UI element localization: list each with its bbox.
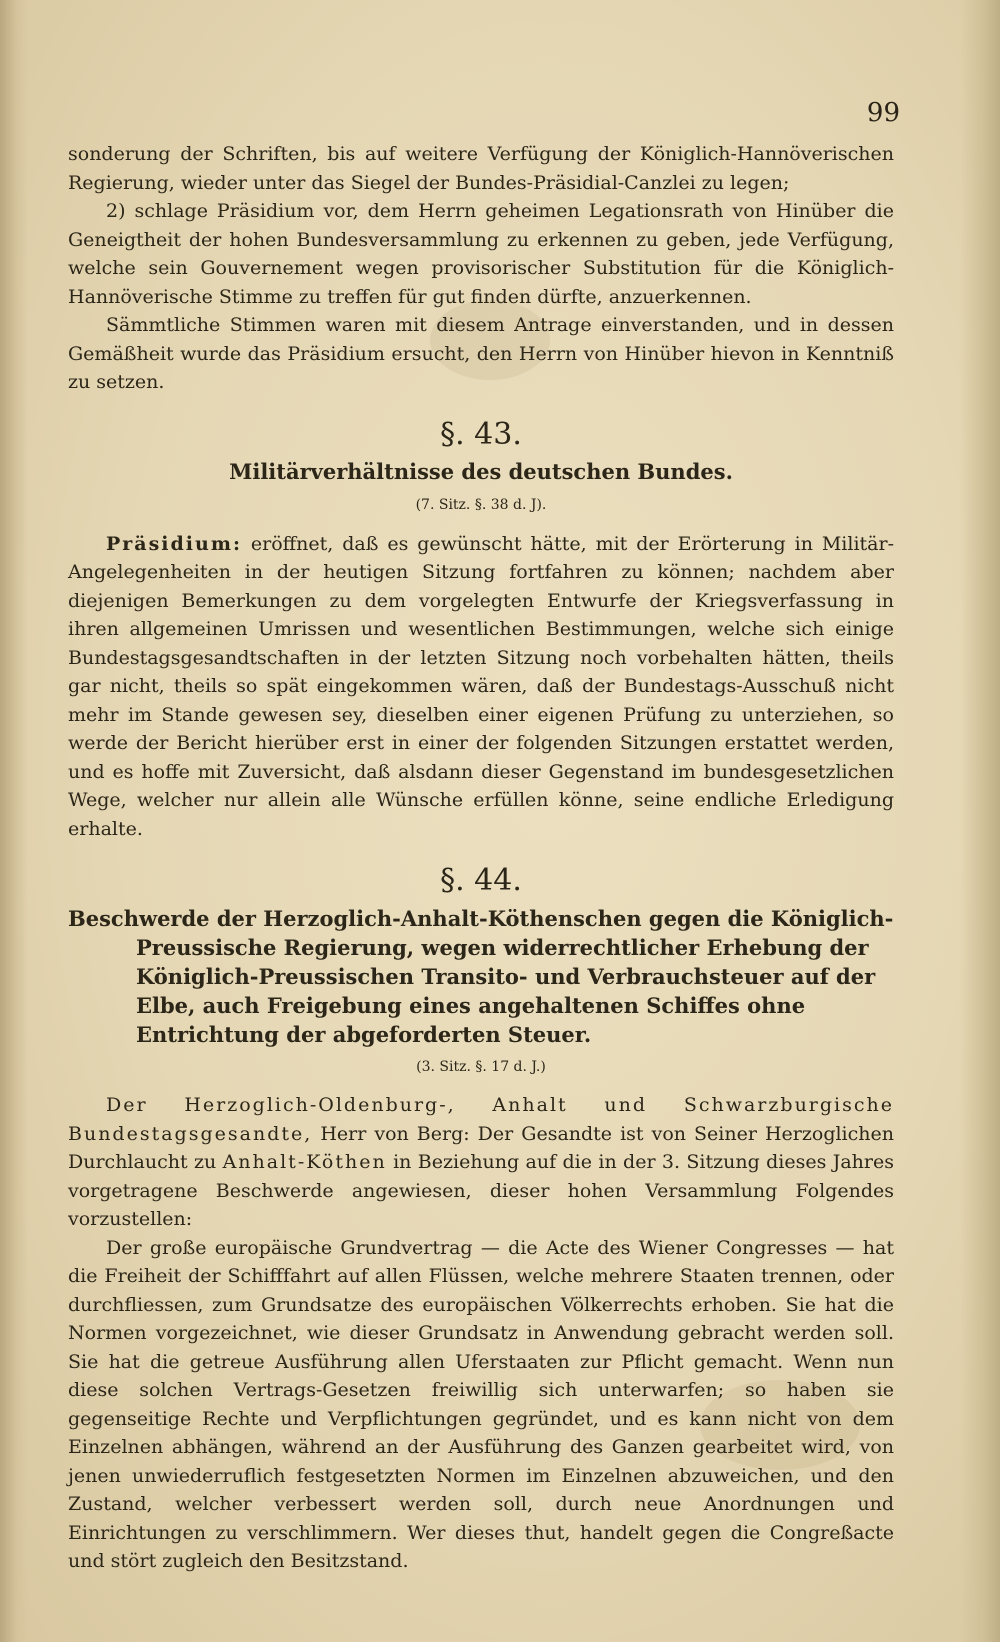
section-44-reference: (3. Sitz. §. 17 d. J.) — [416, 1058, 546, 1075]
section-44-number: §. 44. — [440, 863, 522, 898]
body-text — [68, 140, 894, 1576]
page-number: 99 — [866, 98, 900, 128]
section-43-lead: Präsidium: — [106, 532, 242, 555]
section-44-lead-tail: in Beziehung auf die in der 3. Sitzung dieses Jahres vorgetragene Beschwerde angewiesen, dieser hohen Versammlung Folgendes vorzustellen: — [68, 1151, 894, 1230]
continued-paragraph: sonderung der Schriften, bis auf weitere Verfügung der Königlich-Hannöverischen Regierung, wieder unter das Siegel der Bundes-Präsidial-Canzlei zu legen; — [68, 143, 894, 194]
section-44-body-paragraph: Der große europäische Grundvertrag — die Acte des Wiener Congresses — hat die Freiheit der Schifffahrt auf allen Flüssen, welche mehrere Staaten trennen, oder durchfliessen, zum Grundsatze des europäischen Völkerrechts erhoben. Sie hat die Normen vorgezeichnet, wie dieser Grundsatz in Anwendung gebracht werden soll. Sie hat die getreue Ausführung allen Uferstaaten zur Pflicht gemacht. Wenn nun diese solchen Vertrags-Gesetzen freiwillig sich unterwarfen; so haben sie gegenseitige Rechte und Verpflichtungen gegründet, und es kann nicht von dem Einzelnen abhängen, während an der Ausführung des Ganzen gearbeitet wird, von jenen unwiederruflich festgesetzten Normen im Einzelnen abzuweichen, und den Zustand, welcher verbessert werden soll, durch neue Anordnungen und Einrichtungen zu verschlimmern. Wer dieses thut, handelt gegen die Congreßacte und stört zugleich den Besitzstand. — [68, 1236, 894, 1572]
section-44-lead-rest: Herr von Berg: Der Gesandte ist von Seiner Herzoglichen Durchlaucht zu — [68, 1122, 894, 1173]
section-44-lead: Der Herzoglich-Oldenburg-, Anhalt und Schwarzburgische Bundestagsgesandte, — [68, 1094, 894, 1145]
page-edge — [960, 0, 1000, 1642]
section-43-body: eröffnet, daß es gewünscht hätte, mit der Erörterung in Militär-Angelegenheiten in der heutigen Sitzung fortfahren zu können; nachdem aber diejenigen Bemerkungen zu dem vorgelegten Entwurfe der Kriegsverfassung in ihren allgemeinen Umrissen und wesentlichen Bestimmungen, welche sich einige Bundestagsgesandtschaften in der letzten Sitzung noch vorbehalten hätten, theils gar nicht, theils so spät eingekommen wären, daß der Bundestags-Ausschuß nicht mehr im Stande gewesen sey, dieselben einer eigenen Prüfung zu unterziehen, so werde der Bericht hierüber erst in einer der folgenden Sitzungen erstattet werden, und es hoffe mit Zuversicht, daß alsdann dieser Gegenstand im bundesgesetzlichen Wege, welcher nur allein alle Wünsche erfüllen könne, seine endliche Erledigung erhalte. — [68, 532, 894, 840]
section-44-title: Beschwerde der Herzoglich-Anhalt-Köthenschen gegen die Königlich-Preussische Regierung, wegen widerrechtlicher Erhebung der Königlich-Preussischen Transito- und Verbrauchsteuer auf der Elbe, auch Freigebung eines angehaltenen Schiffes ohne Entrichtung der abgeforderten Steuer. — [68, 905, 894, 1047]
page-gutter — [0, 0, 28, 1642]
section-44-lead-name: Anhalt-Köthen — [222, 1151, 387, 1173]
point-2-paragraph: 2) schlage Präsidium vor, dem Herrn geheimen Legationsrath von Hinüber die Geneigtheit der hohen Bundesversammlung zu erkennen zu geben, jede Verfügung, welche sein Gouvernement wegen provisorischer Substitution für die Königlich-Hannöverische Stimme zu treffen für gut finden dürfte, anzuerkennen. — [68, 200, 894, 308]
section-43-paragraph — [68, 530, 894, 844]
section-43-reference: (7. Sitz. §. 38 d. J). — [415, 497, 547, 513]
section-43-number: §. 43. — [440, 416, 522, 452]
section-44-intro-paragraph — [68, 1091, 894, 1234]
section-43-title: Militärverhältnisse des deutschen Bundes. — [229, 459, 733, 484]
votes-paragraph: Sämmtliche Stimmen waren mit diesem Antrage einverstanden, und in dessen Gemäßheit wurde das Präsidium ersucht, den Herrn von Hinüber hievon in Kenntniß zu setzen. — [68, 314, 894, 393]
